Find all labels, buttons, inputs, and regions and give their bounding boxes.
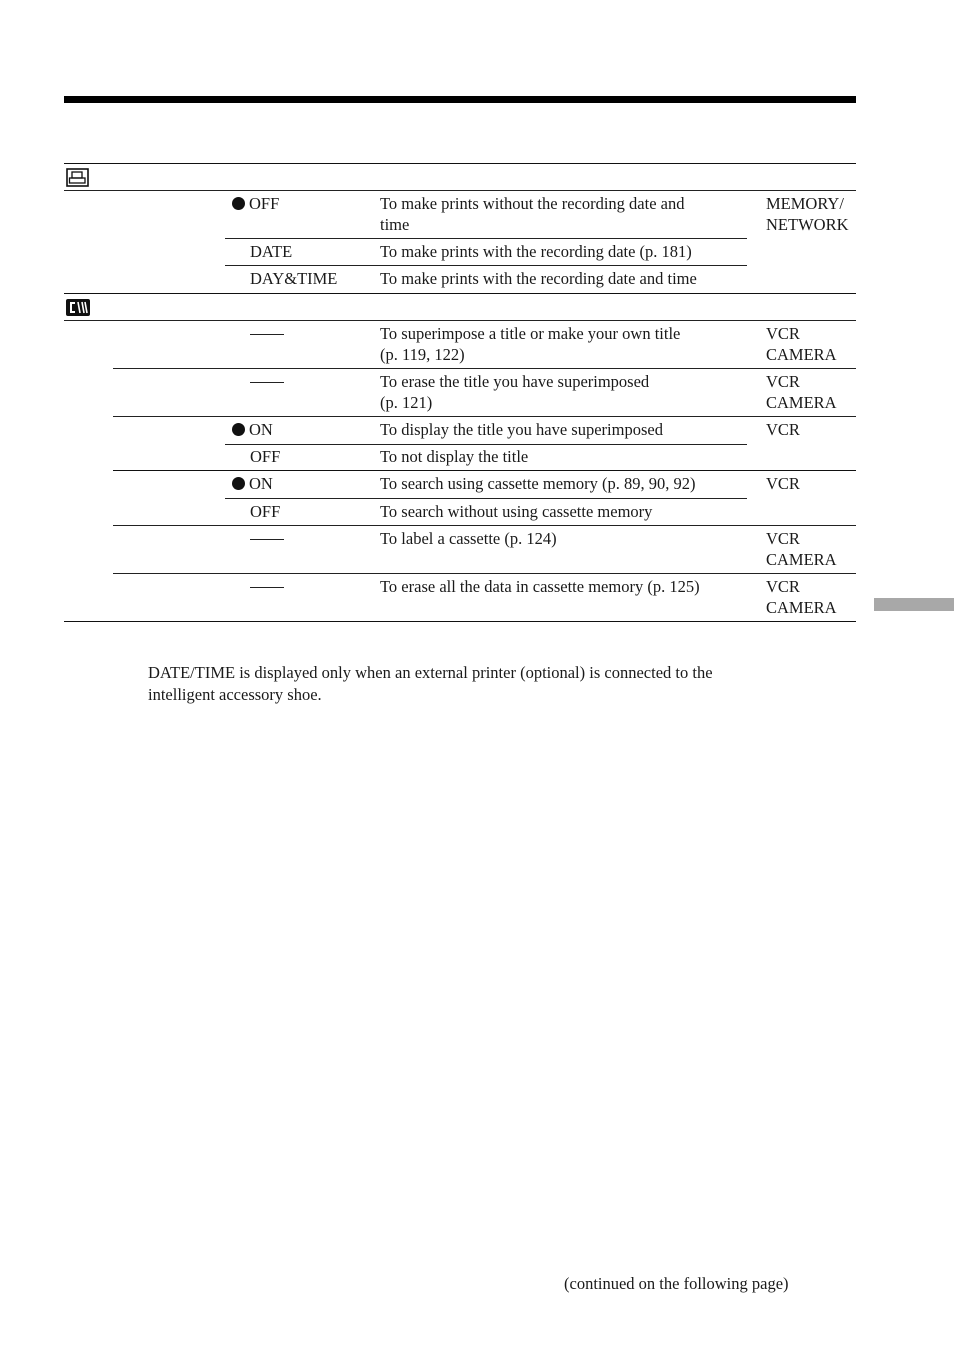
row-divider [113, 525, 856, 526]
default-indicator [232, 423, 245, 436]
printer-icon [66, 168, 90, 193]
mode-label: MEMORY/ NETWORK [766, 194, 849, 234]
row-divider [225, 265, 747, 266]
setting-description: To display the title you have superimposed [380, 420, 663, 439]
table-top-rule [64, 163, 856, 164]
no-setting-dash [250, 334, 284, 335]
setting-description: To erase the title you have superimposed (p. 121) [380, 372, 650, 412]
row-divider [225, 238, 747, 239]
mode-label: VCR CAMERA [766, 324, 837, 364]
setting-description: To search without using cassette memory [380, 502, 653, 521]
mode-label: VCR [766, 420, 800, 439]
row-divider [225, 444, 747, 445]
row-divider [64, 190, 856, 191]
footnote: DATE/TIME is displayed only when an external printer (optional) is connected to the intelligent accessory shoe. [148, 663, 713, 704]
setting-on: ON [232, 474, 273, 495]
cassette-memory-icon [66, 299, 90, 321]
row-divider [225, 498, 747, 499]
mode-label: VCR CAMERA [766, 372, 837, 412]
continued-note: (continued on the following page) [564, 1274, 789, 1293]
row-divider [64, 320, 856, 321]
row-divider [113, 416, 856, 417]
no-setting-dash [250, 382, 284, 383]
mode-label: VCR CAMERA [766, 529, 837, 569]
header-rule [64, 96, 856, 103]
setting-description: To label a cassette (p. 124) [380, 529, 557, 548]
setting-description: To make prints with the recording date (p. 181) [380, 242, 692, 261]
setting-off: OFF [232, 194, 279, 215]
setting-description: To not display the title [380, 447, 529, 466]
setting-description: To search using cassette memory (p. 89, 90, 92) [380, 474, 696, 493]
table-bottom-rule [64, 621, 856, 622]
row-divider [113, 573, 856, 574]
setting-date: DATE [250, 242, 293, 261]
setting-description: To make prints with the recording date and time [380, 269, 697, 288]
default-indicator [232, 197, 245, 210]
mode-label: VCR [766, 474, 800, 493]
setting-on: ON [232, 420, 273, 441]
setting-off: OFF [250, 447, 281, 466]
row-divider [113, 470, 856, 471]
setting-off: OFF [250, 502, 281, 521]
setting-description: To make prints without the recording date and time [380, 194, 685, 234]
no-setting-dash [250, 539, 284, 540]
mode-label: VCR CAMERA [766, 577, 837, 617]
row-divider [113, 368, 856, 369]
no-setting-dash [250, 587, 284, 588]
section-divider [64, 293, 856, 294]
setting-description: To superimpose a title or make your own title (p. 119, 122) [380, 324, 681, 364]
setting-day-time: DAY&TIME [250, 269, 338, 288]
section-tab [874, 598, 954, 611]
setting-description: To erase all the data in cassette memory (p. 125) [380, 577, 700, 596]
default-indicator [232, 477, 245, 490]
